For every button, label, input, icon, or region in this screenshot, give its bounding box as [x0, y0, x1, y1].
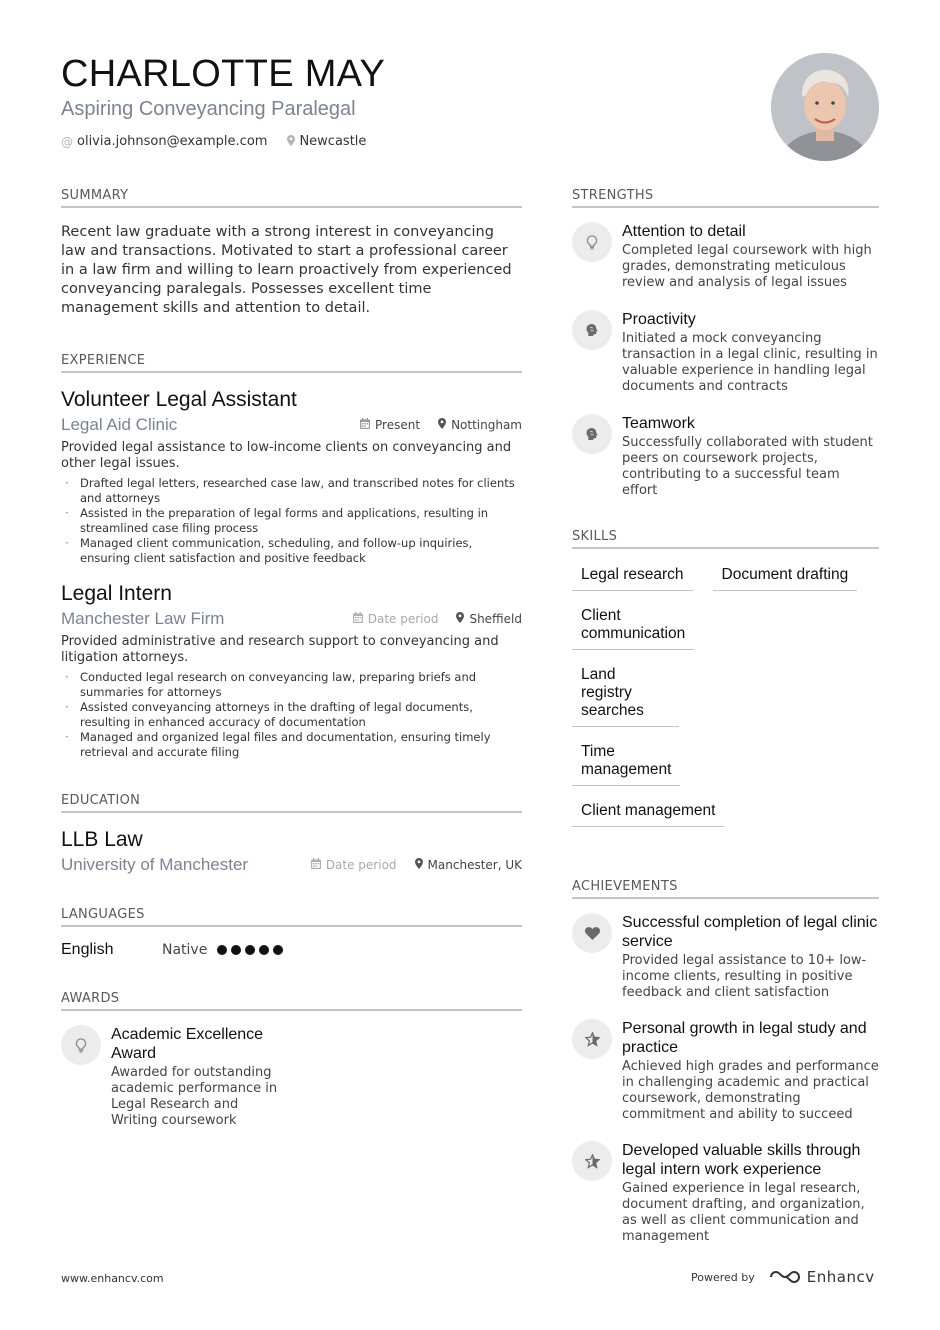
skills-list: [572, 558, 879, 835]
rating-dot: [273, 945, 283, 955]
section-title-strengths: STRENGTHS: [572, 188, 879, 208]
company-name: Manchester Law Firm: [61, 609, 225, 628]
job-period: [360, 418, 420, 432]
achievement-item: [572, 913, 879, 1001]
skill-tag: Legal research: [572, 558, 693, 591]
achievement-title: Developed valuable skills through legal intern work experience: [622, 1142, 861, 1178]
education-section: [61, 793, 522, 875]
candidate-name: CHARLOTTE MAY: [61, 53, 386, 95]
school-name: University of Manchester: [61, 855, 249, 874]
skills-section: [572, 529, 879, 835]
location-text: Manchester, UK: [427, 858, 522, 872]
achievement-title: Successful completion of legal clinic service: [622, 914, 878, 950]
rating-dot: [245, 945, 255, 955]
award-item: [61, 1025, 522, 1129]
achievement-description: Achieved high grades and performance in challenging academic and practical coursework, demonstrating commitment and ability to succeed: [622, 1059, 879, 1122]
period-text: Date period: [325, 858, 397, 872]
languages-section: [61, 907, 522, 959]
section-title-languages: LANGUAGES: [61, 907, 522, 927]
job-location: [456, 612, 522, 626]
award-description: Awarded for outstanding academic performance in Legal Research and Writing coursework: [111, 1065, 278, 1128]
strength-item: [572, 310, 879, 395]
job-title: Volunteer Legal Assistant: [61, 388, 297, 411]
skill-tag: Client communication: [572, 599, 694, 650]
awards-section: [61, 991, 522, 1129]
star-icon: [572, 1141, 612, 1181]
summary-text: Recent law graduate with a strong interest in conveyancing law and transactions. Motivated to start a professional career in a law firm and willing to learn proactively from experienced conveyancing paralegals. Possesses excellent time management skills and attention to detail.: [61, 224, 512, 316]
calendar-icon: [353, 612, 363, 626]
strength-item: [572, 222, 879, 291]
location-text: Newcastle: [299, 134, 367, 149]
location-text: Sheffield: [469, 612, 522, 626]
job-meta-right: [353, 612, 522, 626]
achievement-title: Personal growth in legal study and practice: [622, 1020, 867, 1056]
enhancv-logo-icon: [769, 1269, 801, 1285]
job-description: Provided administrative and research support to conveyancing and litigation attorneys.: [61, 634, 499, 665]
company-name: Legal Aid Clinic: [61, 415, 178, 434]
lightbulb-icon: [61, 1025, 101, 1065]
job-meta: [61, 415, 522, 435]
right-column: [572, 188, 879, 1245]
section-title-skills: SKILLS: [572, 529, 879, 549]
experience-item: [61, 387, 522, 566]
section-title-experience: EXPERIENCE: [61, 353, 522, 373]
education-meta-right: [311, 858, 522, 872]
period-text: Present: [375, 418, 421, 432]
location-pin-icon: [456, 612, 464, 626]
section-title-achievements: ACHIEVEMENTS: [572, 879, 879, 899]
achievements-section: [572, 879, 879, 1245]
strength-title: Proactivity: [622, 311, 696, 328]
job-meta-right: [360, 418, 522, 432]
skill-tag: Land registry searches: [572, 658, 679, 727]
calendar-icon: [360, 418, 370, 432]
location-pin-icon: [438, 418, 446, 432]
profile-photo: [771, 53, 879, 161]
language-rating: [217, 945, 283, 955]
section-title-summary: SUMMARY: [61, 188, 522, 208]
rating-dot: [217, 945, 227, 955]
job-meta: [61, 609, 522, 629]
experience-section: [61, 353, 522, 760]
award-title: Academic Excellence Award: [111, 1026, 264, 1062]
language-level: Native: [162, 942, 208, 958]
contact-row: [61, 134, 741, 149]
brand-name: Enhancv: [806, 1268, 875, 1286]
footer-website[interactable]: www.enhancv.com: [61, 1272, 164, 1285]
section-title-education: EDUCATION: [61, 793, 522, 813]
education-location: [415, 858, 522, 872]
strength-description: Completed legal coursework with high grades, demonstrating meticulous review and analysis of legal issues: [622, 243, 872, 290]
contact-location: [287, 134, 366, 149]
degree-title: LLB Law: [61, 828, 143, 851]
job-bullets: [61, 476, 522, 566]
strength-description: Initiated a mock conveyancing transaction in a legal clinic, resulting in valuable experience in handling legal documents and contracts: [622, 331, 878, 394]
skill-tag: Client management: [572, 794, 724, 827]
achievement-item: [572, 1019, 879, 1123]
resume-header: [61, 52, 741, 149]
brain-icon: [572, 414, 612, 454]
job-period: [353, 612, 439, 626]
rating-dot: [231, 945, 241, 955]
candidate-role: Aspiring Conveyancing Paralegal: [61, 98, 356, 120]
job-bullet: · Conducted legal research on conveyancing law, preparing briefs and summaries for attorneys: [61, 670, 522, 700]
education-item: [61, 827, 522, 875]
language-name: English: [61, 941, 114, 958]
at-icon: @: [61, 134, 73, 149]
star-icon: [572, 1019, 612, 1059]
period-text: Date period: [367, 612, 439, 626]
education-period: [311, 858, 397, 872]
footer-branding: [691, 1268, 875, 1286]
job-location: [438, 418, 522, 432]
powered-by-label: Powered by: [691, 1270, 755, 1284]
strength-description: Successfully collaborated with student peers on coursework projects, contributing to a successful team effort: [622, 435, 873, 498]
job-bullets: [61, 670, 522, 760]
brain-icon: [572, 310, 612, 350]
job-bullet: · Managed client communication, scheduling, and follow-up inquiries, ensuring client satisfaction and positive feedback: [61, 536, 522, 566]
heart-icon: [572, 913, 612, 953]
strength-item: [572, 414, 879, 499]
rating-dot: [259, 945, 269, 955]
job-bullet: · Drafted legal letters, researched case law, and transcribed notes for clients and attorneys: [61, 476, 522, 506]
experience-item: [61, 581, 522, 760]
contact-email[interactable]: [61, 134, 267, 149]
job-bullet: · Assisted conveyancing attorneys in the drafting of legal documents, resulting in enhanced accuracy of documentation: [61, 700, 522, 730]
calendar-icon: [311, 858, 321, 872]
strength-title: Teamwork: [622, 415, 695, 432]
left-column: [61, 188, 522, 1129]
achievement-description: Provided legal assistance to 10+ low-income clients, resulting in positive feedback and client satisfaction: [622, 953, 867, 1000]
job-title: Legal Intern: [61, 582, 172, 605]
summary-section: [61, 188, 522, 318]
lightbulb-icon: [572, 222, 612, 262]
achievement-description: Gained experience in legal research, document drafting, and organization, as well as client communication and management: [622, 1181, 865, 1244]
location-pin-icon: [415, 858, 423, 872]
email-text: olivia.johnson@example.com: [77, 134, 268, 149]
strength-title: Attention to detail: [622, 223, 746, 240]
achievement-item: [572, 1141, 879, 1245]
skill-tag: Time management: [572, 735, 680, 786]
location-pin-icon: [287, 135, 295, 149]
job-bullet: · Assisted in the preparation of legal forms and applications, resulting in streamlined case filing process: [61, 506, 522, 536]
location-text: Nottingham: [451, 418, 522, 432]
job-bullet: · Managed and organized legal files and documentation, ensuring timely retrieval and accurate filing: [61, 730, 522, 760]
brand-logo[interactable]: [769, 1268, 875, 1286]
skill-tag: Document drafting: [713, 558, 858, 591]
strengths-section: [572, 188, 879, 499]
section-title-awards: AWARDS: [61, 991, 522, 1011]
education-meta: [61, 855, 522, 875]
language-row: [61, 941, 522, 959]
job-description: Provided legal assistance to low-income clients on conveyancing and other legal issues.: [61, 440, 512, 471]
